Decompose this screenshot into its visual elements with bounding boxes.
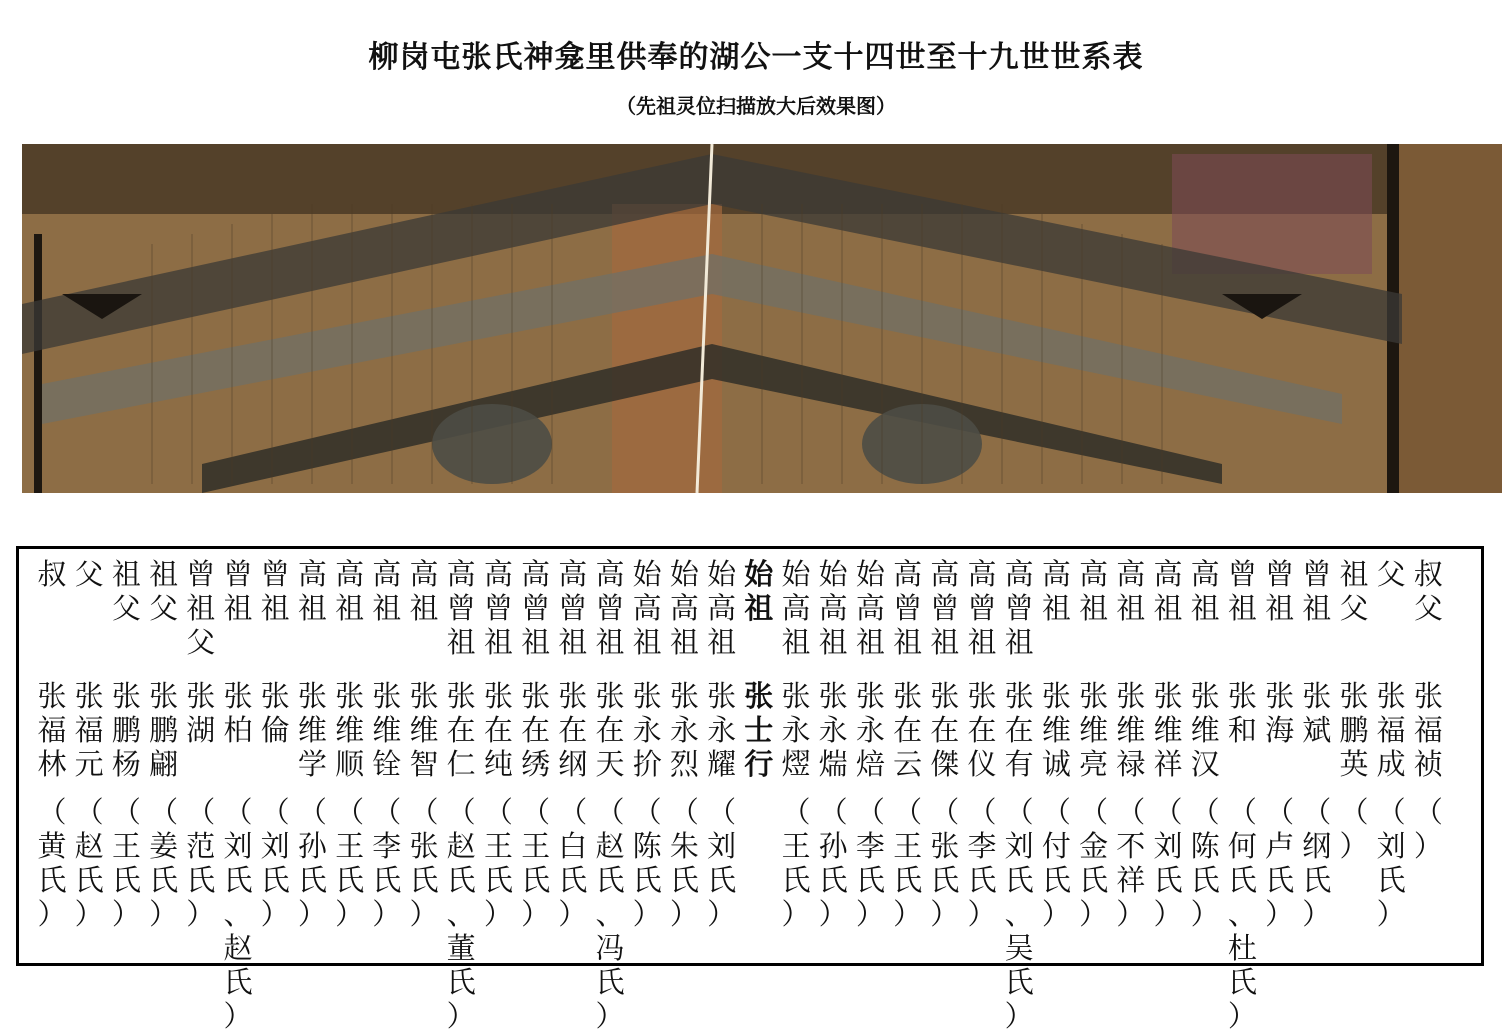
kinship-title: 高 曾 祖 xyxy=(595,557,625,659)
kinship-title: 曾 祖 xyxy=(260,557,290,625)
lineage-column xyxy=(479,557,517,967)
lineage-column xyxy=(1037,557,1075,967)
ancestor-name: 张 永 焙 xyxy=(855,679,885,781)
lineage-column xyxy=(591,557,629,1033)
ancestor-name: 张 在 绣 xyxy=(521,679,551,781)
lineage-column xyxy=(628,557,666,967)
spouse-names: （ 王 氏 ） xyxy=(483,795,513,931)
lineage-column xyxy=(182,557,220,967)
spouse-names: （ 王 氏 ） xyxy=(781,795,811,931)
kinship-title: 父 xyxy=(74,557,104,591)
spouse-names: （ 赵 氏 ） xyxy=(74,795,104,931)
ancestor-name: 张 士 行 xyxy=(744,679,774,781)
spouse-names: （ 赵 氏 、 冯 氏 ） xyxy=(595,795,625,1033)
spouse-names: （ 纲 氏 ） xyxy=(1302,795,1332,931)
lineage-column xyxy=(33,557,71,967)
kinship-title: 祖 父 xyxy=(149,557,179,625)
lineage-column xyxy=(1372,557,1410,967)
ancestor-name: 张 鹏 英 xyxy=(1339,679,1369,781)
lineage-column xyxy=(517,557,555,967)
kinship-title: 高 曾 祖 xyxy=(558,557,588,659)
ancestor-name: 张 维 祥 xyxy=(1153,679,1183,781)
kinship-title: 高 曾 祖 xyxy=(967,557,997,659)
lineage-column xyxy=(107,557,145,967)
kinship-title: 高 曾 祖 xyxy=(483,557,513,659)
tablet-scan-graphic xyxy=(22,144,1502,493)
spouse-names: （ 李 氏 ） xyxy=(855,795,885,931)
ancestor-name: 张 永 煓 xyxy=(818,679,848,781)
page-title: 柳岗屯张氏神龛里供奉的湖公一支十四世至十九世世系表 xyxy=(368,40,1144,75)
kinship-title: 曾 祖 xyxy=(1227,557,1257,625)
spouse-names: （ 何 氏 、 杜 氏 ） xyxy=(1227,795,1257,1033)
kinship-title: 高 祖 xyxy=(297,557,327,625)
lineage-column xyxy=(256,557,294,967)
lineage-table xyxy=(16,546,1484,1033)
spouse-names: （ 金 氏 ） xyxy=(1079,795,1109,931)
spouse-names: （ 范 氏 ） xyxy=(186,795,216,931)
spouse-names: （ 刘 氏 ） xyxy=(707,795,737,931)
ancestor-name: 张 维 禄 xyxy=(1116,679,1146,781)
kinship-title: 曾 祖 父 xyxy=(186,557,216,659)
ancestor-name: 张 在 傑 xyxy=(930,679,960,781)
lineage-column xyxy=(554,557,592,967)
kinship-title: 始 高 祖 xyxy=(669,557,699,659)
lineage-column xyxy=(814,557,852,967)
spouse-names: （ 张 氏 ） xyxy=(409,795,439,931)
spouse-names: （ 刘 氏 ） xyxy=(260,795,290,931)
ancestor-name: 张 在 纯 xyxy=(483,679,513,781)
ancestor-name: 张 在 仪 xyxy=(967,679,997,781)
ancestor-name: 张 维 顺 xyxy=(335,679,365,781)
lineage-column xyxy=(219,557,257,1033)
kinship-title: 高 祖 xyxy=(372,557,402,625)
ancestor-name: 张 海 xyxy=(1265,679,1295,747)
kinship-title: 始 高 祖 xyxy=(781,557,811,659)
kinship-title: 高 祖 xyxy=(409,557,439,625)
spouse-names: （ 刘 氏 、 赵 氏 ） xyxy=(223,795,253,1033)
kinship-title: 高 祖 xyxy=(1041,557,1071,625)
kinship-title: 始 高 祖 xyxy=(818,557,848,659)
founder-column xyxy=(740,557,778,967)
spouse-names: （ 张 氏 ） xyxy=(930,795,960,931)
lineage-column xyxy=(703,557,741,967)
kinship-title: 高 祖 xyxy=(1116,557,1146,625)
ancestor-name: 张 永 耀 xyxy=(707,679,737,781)
spouse-names: （ 黄 氏 ） xyxy=(37,795,67,931)
lineage-column xyxy=(1149,557,1187,967)
kinship-title: 高 祖 xyxy=(335,557,365,625)
ancestor-name: 张 柏 xyxy=(223,679,253,747)
spouse-names: （ 李 氏 ） xyxy=(967,795,997,931)
spouse-names: （ 刘 氏 、 吴 氏 ） xyxy=(1004,795,1034,1033)
ancestor-name: 张 福 元 xyxy=(74,679,104,781)
ancestor-name: 张 倫 xyxy=(260,679,290,747)
spouse-names: （ 孙 氏 ） xyxy=(818,795,848,931)
lineage-column xyxy=(1409,557,1447,967)
ancestor-name: 张 湖 xyxy=(186,679,216,747)
spouse-names: （ 刘 氏 ） xyxy=(1376,795,1406,931)
lineage-column xyxy=(1075,557,1113,967)
kinship-title: 始 高 祖 xyxy=(632,557,662,659)
spouse-names: （ 王 氏 ） xyxy=(893,795,923,931)
lineage-column xyxy=(1000,557,1038,1033)
kinship-title: 高 曾 祖 xyxy=(1004,557,1034,659)
ancestor-name: 张 维 学 xyxy=(297,679,327,781)
ancestor-name: 张 维 亮 xyxy=(1079,679,1109,781)
kinship-title: 曾 祖 xyxy=(1265,557,1295,625)
lineage-column xyxy=(1298,557,1336,967)
lineage-column xyxy=(889,557,927,967)
spouse-names: （ ） xyxy=(1413,795,1443,863)
ancestor-name: 张 在 仁 xyxy=(446,679,476,781)
kinship-title: 高 曾 祖 xyxy=(893,557,923,659)
lineage-column xyxy=(145,557,183,967)
ancestor-name: 张 鹏 杨 xyxy=(111,679,141,781)
lineage-column xyxy=(963,557,1001,967)
spouse-names: （ 姜 氏 ） xyxy=(149,795,179,931)
spouse-names: （ 朱 氏 ） xyxy=(669,795,699,931)
kinship-title: 高 曾 祖 xyxy=(446,557,476,659)
lineage-column xyxy=(926,557,964,967)
ancestor-name: 张 在 纲 xyxy=(558,679,588,781)
lineage-column xyxy=(1335,557,1373,967)
kinship-title: 高 祖 xyxy=(1190,557,1220,625)
lineage-column xyxy=(1261,557,1299,967)
lineage-column xyxy=(442,557,480,1033)
spouse-names: （ 付 氏 ） xyxy=(1041,795,1071,931)
kinship-title: 叔 父 xyxy=(1413,557,1443,625)
lineage-column xyxy=(777,557,815,967)
spouse-names: （ 陈 氏 ） xyxy=(1190,795,1220,931)
ancestor-name: 张 斌 xyxy=(1302,679,1332,747)
kinship-title: 曾 祖 xyxy=(1302,557,1332,625)
kinship-title: 高 祖 xyxy=(1079,557,1109,625)
spouse-names: （ 赵 氏 、 董 氏 ） xyxy=(446,795,476,1033)
spouse-names: （ 孙 氏 ） xyxy=(297,795,327,931)
spouse-names: （ 王 氏 ） xyxy=(335,795,365,931)
ancestor-name: 张 永 熤 xyxy=(781,679,811,781)
spouse-names: （ ） xyxy=(1339,795,1369,863)
kinship-title: 高 曾 祖 xyxy=(930,557,960,659)
lineage-column xyxy=(293,557,331,967)
lineage-column xyxy=(368,557,406,967)
lineage-column xyxy=(1223,557,1261,1033)
spouse-names: （ 刘 氏 ） xyxy=(1153,795,1183,931)
ancestor-name: 张 福 祯 xyxy=(1413,679,1443,781)
kinship-title: 祖 父 xyxy=(111,557,141,625)
ancestor-name: 张 和 xyxy=(1227,679,1257,747)
lineage-column xyxy=(851,557,889,967)
ancestor-name: 张 维 铨 xyxy=(372,679,402,781)
ancestor-name: 张 鹏 翩 xyxy=(149,679,179,781)
spouse-names: （ 白 氏 ） xyxy=(558,795,588,931)
kinship-title: 始 祖 xyxy=(744,557,774,625)
kinship-title: 曾 祖 xyxy=(223,557,253,625)
ancestor-name: 张 永 扴 xyxy=(632,679,662,781)
lineage-column xyxy=(331,557,369,967)
spouse-names: （ 王 氏 ） xyxy=(521,795,551,931)
lineage-column xyxy=(665,557,703,967)
spouse-names: （ 不 祥 ） xyxy=(1116,795,1146,931)
page-subtitle: （先祖灵位扫描放大后效果图） xyxy=(616,94,896,118)
kinship-title: 始 高 祖 xyxy=(855,557,885,659)
kinship-title: 高 曾 祖 xyxy=(521,557,551,659)
ancestor-name: 张 维 汉 xyxy=(1190,679,1220,781)
kinship-title: 始 高 祖 xyxy=(707,557,737,659)
ancestor-name: 张 维 智 xyxy=(409,679,439,781)
ancestor-name: 张 福 成 xyxy=(1376,679,1406,781)
lineage-column xyxy=(1186,557,1224,967)
spouse-names: （ 卢 氏 ） xyxy=(1265,795,1295,931)
kinship-title: 叔 xyxy=(37,557,67,591)
ancestor-name: 张 永 烈 xyxy=(669,679,699,781)
ancestor-name: 张 福 林 xyxy=(37,679,67,781)
ancestor-name: 张 在 云 xyxy=(893,679,923,781)
kinship-title: 高 祖 xyxy=(1153,557,1183,625)
spouse-names: （ 王 氏 ） xyxy=(111,795,141,931)
lineage-column xyxy=(405,557,443,967)
ancestor-name: 张 在 有 xyxy=(1004,679,1034,781)
lineage-column xyxy=(1112,557,1150,967)
spouse-names: （ 陈 氏 ） xyxy=(632,795,662,931)
spouse-names: （ 李 氏 ） xyxy=(372,795,402,931)
kinship-title: 父 xyxy=(1376,557,1406,591)
tablet-scan-image xyxy=(22,144,1502,493)
ancestor-name: 张 维 诚 xyxy=(1041,679,1071,781)
lineage-column xyxy=(70,557,108,967)
kinship-title: 祖 父 xyxy=(1339,557,1369,625)
ancestor-name: 张 在 天 xyxy=(595,679,625,781)
